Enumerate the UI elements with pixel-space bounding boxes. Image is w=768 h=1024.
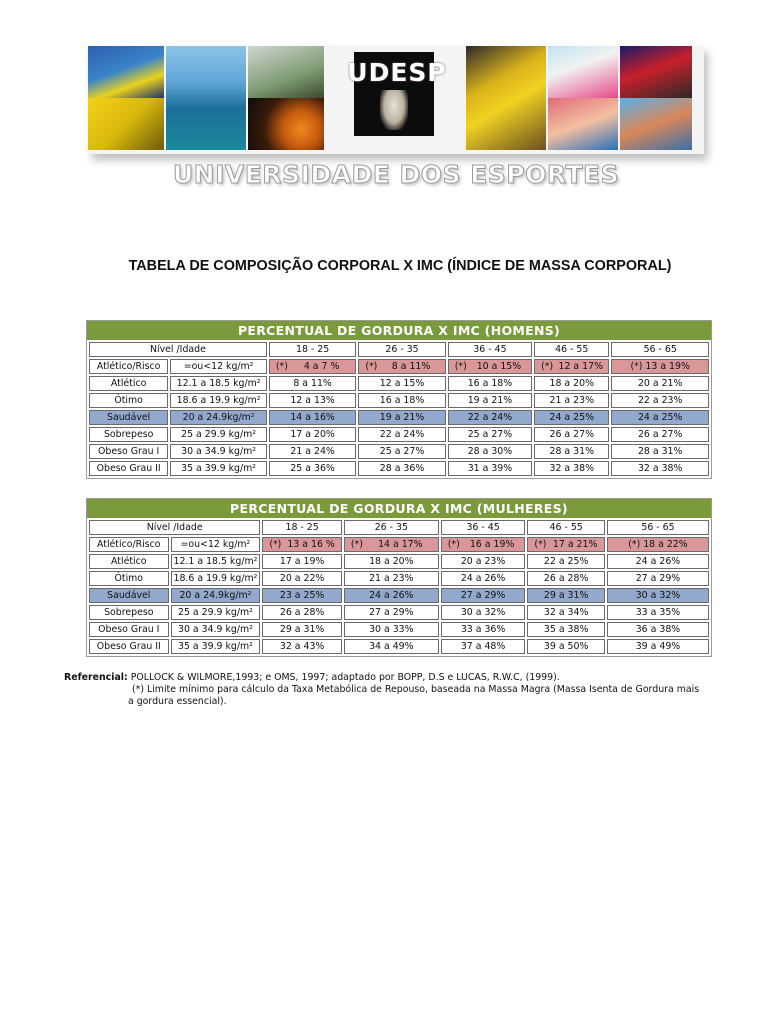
- table-row: [89, 622, 709, 637]
- document-title: TABELA DE COMPOSIÇÃO CORPORAL X IMC (ÍNDICE DE MASSA CORPORAL): [128, 258, 672, 274]
- bmi-cell: 30 a 34.9 kg/m²: [171, 622, 261, 637]
- bmi-cell: 30 a 34.9 kg/m²: [170, 444, 267, 459]
- bmi-cell: 12.1 a 18.5 kg/m²: [170, 376, 267, 391]
- logo-text: UDESP: [347, 58, 447, 87]
- bmi-cell: 20 a 24.9kg/m²: [170, 410, 267, 425]
- value-cell: 22 a 24%: [448, 410, 532, 425]
- value-cell: [358, 359, 445, 374]
- table-women-grid: [87, 518, 711, 656]
- value-cell: 24 a 26%: [607, 554, 709, 569]
- level-cell: Saudável: [89, 588, 169, 603]
- value-cell: 28 a 36%: [358, 461, 445, 476]
- table-women-title: PERCENTUAL DE GORDURA X IMC (MULHERES): [87, 499, 711, 518]
- table-row: [89, 359, 709, 374]
- age-header: 36 - 45: [448, 342, 532, 357]
- value-cell: 12 a 13%: [269, 393, 356, 408]
- value-cell: [269, 359, 356, 374]
- value-cell: 24 a 25%: [611, 410, 709, 425]
- bmi-cell: 18.6 a 19.9 kg/m²: [170, 393, 267, 408]
- value-cell: 30 a 32%: [607, 588, 709, 603]
- table-row: [89, 571, 709, 586]
- bmi-cell: 20 a 24.9kg/m²: [171, 588, 261, 603]
- value-cell: 37 a 48%: [441, 639, 526, 654]
- table-row: [89, 427, 709, 442]
- reference-line: [64, 672, 734, 684]
- level-age-header: Nível /Idade: [89, 520, 260, 535]
- value-cell: 18 a 20%: [344, 554, 439, 569]
- value-cell: 20 a 21%: [611, 376, 709, 391]
- table-row: [89, 376, 709, 391]
- value-cell: [441, 537, 526, 552]
- value-cell: 29 a 31%: [262, 622, 342, 637]
- level-age-header: Nível /Idade: [89, 342, 267, 357]
- value-cell: 25 a 27%: [448, 427, 532, 442]
- age-header: 18 - 25: [262, 520, 342, 535]
- swimmer-photo: [548, 46, 618, 98]
- level-cell: Atlético: [89, 376, 168, 391]
- value-cell: [607, 537, 709, 552]
- level-cell: Sobrepeso: [89, 427, 168, 442]
- value-cell: 14 a 16%: [269, 410, 356, 425]
- value-text: (*) 18 a 22%: [628, 539, 688, 550]
- value-cell: 20 a 22%: [262, 571, 342, 586]
- value-cell: 27 a 29%: [441, 588, 526, 603]
- value-cell: 39 a 50%: [527, 639, 605, 654]
- references-label: Referencial:: [64, 672, 128, 683]
- value-cell: 18 a 20%: [534, 376, 609, 391]
- value-cell: 36 a 38%: [607, 622, 709, 637]
- table-row: [89, 461, 709, 476]
- level-cell: Sobrepeso: [89, 605, 169, 620]
- bmi-cell: 25 a 29.9 kg/m²: [171, 605, 261, 620]
- value-cell: 25 a 27%: [358, 444, 445, 459]
- value-cell: 21 a 23%: [534, 393, 609, 408]
- value-cell: 19 a 21%: [358, 410, 445, 425]
- value-cell: 21 a 23%: [344, 571, 439, 586]
- value-cell: 23 a 25%: [262, 588, 342, 603]
- bmi-cell: 25 a 29.9 kg/m²: [170, 427, 267, 442]
- level-cell: Saudável: [89, 410, 168, 425]
- value-cell: 28 a 30%: [448, 444, 532, 459]
- value-cell: [344, 537, 439, 552]
- value-text: 4 a 7 %: [303, 361, 340, 372]
- value-cell: 25 a 36%: [269, 461, 356, 476]
- gymnastics-photo: [548, 98, 618, 150]
- table-men: [86, 320, 712, 479]
- value-cell: 17 a 20%: [269, 427, 356, 442]
- value-cell: 24 a 26%: [344, 588, 439, 603]
- value-cell: 24 a 26%: [441, 571, 526, 586]
- references-text: POLLOCK & WILMORE,1993; e OMS, 1997; adaptado por BOPP, D.S e LUCAS, R.W.C, (1999).: [130, 672, 560, 683]
- age-header: 56 - 65: [611, 342, 709, 357]
- asterisk-note: (*): [275, 361, 288, 372]
- asterisk-note: (*): [534, 539, 547, 550]
- cyclist-photo: [466, 46, 546, 150]
- value-cell: 16 a 18%: [358, 393, 445, 408]
- value-text: (*) 13 a 19%: [630, 361, 690, 372]
- value-text: 10 a 15%: [476, 361, 522, 372]
- value-text: 16 a 19%: [469, 539, 515, 550]
- age-header: 56 - 65: [607, 520, 709, 535]
- bmi-cell: 18.6 a 19.9 kg/m²: [171, 571, 261, 586]
- value-cell: 26 a 28%: [527, 571, 605, 586]
- value-cell: 33 a 36%: [441, 622, 526, 637]
- value-cell: 16 a 18%: [448, 376, 532, 391]
- value-text: 13 a 16 %: [287, 539, 335, 550]
- value-cell: [527, 537, 605, 552]
- table-row: [89, 410, 709, 425]
- bmi-cell: =ou<12 kg/m²: [170, 359, 267, 374]
- value-cell: 30 a 32%: [441, 605, 526, 620]
- level-cell: Ótimo: [89, 393, 168, 408]
- level-cell: Obeso Grau I: [89, 444, 168, 459]
- level-cell: Atlético: [89, 554, 169, 569]
- value-cell: [448, 359, 532, 374]
- level-cell: Atlético/Risco: [89, 537, 169, 552]
- age-header: 18 - 25: [269, 342, 356, 357]
- table-men-grid: [87, 340, 711, 478]
- volleyball-photo: [620, 98, 692, 150]
- value-cell: 22 a 25%: [527, 554, 605, 569]
- bmi-cell: 35 a 39.9 kg/m²: [170, 461, 267, 476]
- age-header: 26 - 35: [344, 520, 439, 535]
- windsurf-photo: [166, 46, 246, 150]
- age-header: 46 - 55: [534, 342, 609, 357]
- motocross-photo: [248, 46, 324, 98]
- value-cell: 22 a 24%: [358, 427, 445, 442]
- value-cell: 22 a 23%: [611, 393, 709, 408]
- table-row: [89, 639, 709, 654]
- value-cell: 17 a 19%: [262, 554, 342, 569]
- discus-statue-icon: [380, 90, 408, 130]
- references: [64, 672, 734, 708]
- level-cell: Obeso Grau I: [89, 622, 169, 637]
- bmi-cell: 35 a 39.9 kg/m²: [171, 639, 261, 654]
- level-cell: Atlético/Risco: [89, 359, 168, 374]
- value-cell: 8 a 11%: [269, 376, 356, 391]
- asterisk-note: (*): [269, 539, 282, 550]
- value-text: 17 a 21%: [552, 539, 598, 550]
- level-cell: Obeso Grau II: [89, 461, 168, 476]
- value-cell: 33 a 35%: [607, 605, 709, 620]
- value-text: 12 a 17%: [558, 361, 603, 372]
- value-cell: 39 a 49%: [607, 639, 709, 654]
- bodybuilder-photo: [88, 98, 164, 150]
- asterisk-note: (*): [541, 361, 554, 372]
- value-cell: 28 a 31%: [611, 444, 709, 459]
- level-cell: Ótimo: [89, 571, 169, 586]
- level-cell: Obeso Grau II: [89, 639, 169, 654]
- table-header-row: [89, 520, 709, 535]
- value-cell: [262, 537, 342, 552]
- table-header-row: [89, 342, 709, 357]
- age-header: 36 - 45: [441, 520, 526, 535]
- value-cell: 31 a 39%: [448, 461, 532, 476]
- asterisk-note: (*): [350, 539, 363, 550]
- value-cell: 32 a 38%: [611, 461, 709, 476]
- basketball-photo: [248, 98, 324, 150]
- value-cell: 20 a 23%: [441, 554, 526, 569]
- value-cell: [611, 359, 709, 374]
- value-cell: 30 a 33%: [344, 622, 439, 637]
- footnote-line: a gordura essencial).: [128, 696, 227, 707]
- value-cell: 29 a 31%: [527, 588, 605, 603]
- value-cell: 32 a 43%: [262, 639, 342, 654]
- jetski-photo: [88, 46, 164, 98]
- header-banner: [88, 46, 704, 154]
- value-cell: 27 a 29%: [607, 571, 709, 586]
- value-cell: 12 a 15%: [358, 376, 445, 391]
- table-women: [86, 498, 712, 657]
- age-header: 46 - 55: [527, 520, 605, 535]
- soccer-photo: [620, 46, 692, 98]
- value-cell: 28 a 31%: [534, 444, 609, 459]
- table-men-title: PERCENTUAL DE GORDURA X IMC (HOMENS): [87, 321, 711, 340]
- value-text: 8 a 11%: [391, 361, 431, 372]
- value-cell: 21 a 24%: [269, 444, 356, 459]
- asterisk-note: (*): [365, 361, 378, 372]
- bmi-cell: 12.1 a 18.5 kg/m²: [171, 554, 261, 569]
- value-cell: 19 a 21%: [448, 393, 532, 408]
- table-row: [89, 588, 709, 603]
- value-cell: 32 a 34%: [527, 605, 605, 620]
- value-cell: 26 a 27%: [611, 427, 709, 442]
- bmi-cell: =ou<12 kg/m²: [171, 537, 261, 552]
- table-row: [89, 537, 709, 552]
- value-cell: 35 a 38%: [527, 622, 605, 637]
- asterisk-note: (*): [454, 361, 467, 372]
- university-name: UNIVERSIDADE DOS ESPORTES: [172, 160, 620, 189]
- table-row: [89, 554, 709, 569]
- value-cell: 34 a 49%: [344, 639, 439, 654]
- value-cell: 32 a 38%: [534, 461, 609, 476]
- asterisk-note: (*): [447, 539, 460, 550]
- value-text: 14 a 17%: [378, 539, 423, 550]
- value-cell: 27 a 29%: [344, 605, 439, 620]
- table-row: [89, 444, 709, 459]
- footnote-line: (*) Limite mínimo para cálculo da Taxa Metabólica de Repouso, baseada na Massa Magra (Massa Isenta de Gordura mais: [132, 684, 700, 695]
- value-cell: 24 a 25%: [534, 410, 609, 425]
- table-row: [89, 605, 709, 620]
- value-cell: [534, 359, 609, 374]
- table-row: [89, 393, 709, 408]
- value-cell: 26 a 28%: [262, 605, 342, 620]
- age-header: 26 - 35: [358, 342, 445, 357]
- value-cell: 26 a 27%: [534, 427, 609, 442]
